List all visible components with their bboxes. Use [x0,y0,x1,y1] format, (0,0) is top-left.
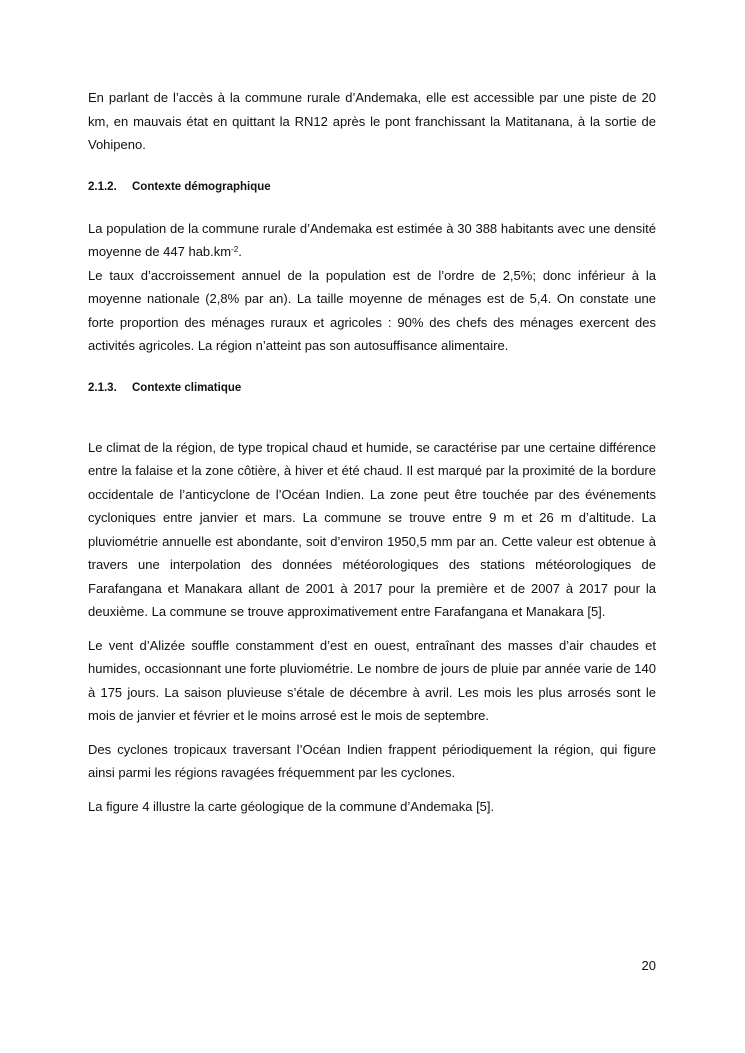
page-number: 20 [641,958,656,973]
paragraph-cyclones: Des cyclones tropicaux traversant l’Océan Indien frappent périodiquement la région, qui figure ainsi parmi les régions ravagées fréquemment par les cyclones. [88,741,656,780]
section-number: 2.1.2. [88,180,117,193]
paragraph-population [88,217,656,264]
section-title: Contexte climatique [132,381,242,394]
paragraph-figure-reference: La figure 4 illustre la carte géologique de la commune d’Andemaka [5]. [88,798,495,814]
paragraph-climate: Le climat de la région, de type tropical chaud et humide, se caractérise par une certaine différence entre la falaise et la zone côtière, à hiver et été chaud. Il est marqué par la proximité de la bordure occidentale de l’anticyclone de l’Océan Indien. La zone peut être touchée par des événements cycloniques entre janvier et mars. La commune se trouve entre 9 m et 26 m d’altitude. La pluviométrie annuelle est abondante, soit d’environ 1950,5 mm par an. Cette valeur est obtenue à travers une interpolation des données météorologiques des stations météorologiques de Farafangana et Manakara allant de 2001 à 2017 pour la première et de 2007 à 2017 pour la deuxième. La commune se trouve approximativement entre Farafangana et Manakara [5]. [88,439,656,619]
paragraph-growth: Le taux d’accroissement annuel de la population est de l’ordre de 2,5%; donc inférieur à la moyenne nationale (2,8% par an). La taille moyenne de ménages est de 5,4. On constate une forte proportion des ménages ruraux et agricoles : 90% des chefs des ménages exercent des activités agricoles. La région n’atteint pas son autosuffisance alimentaire. [88,267,656,353]
section-number: 2.1.3. [88,381,117,394]
paragraph-wind: Le vent d’Alizée souffle constamment d’est en ouest, entraînant des masses d’air chaudes et humides, occasionnant une forte pluviométrie. Le nombre de jours de pluie par année varie de 140 à 175 jours. La saison pluvieuse s’étale de décembre à avril. Les mois les plus arrosés sont le mois de janvier et février et le moins arrosé est le mois de septembre. [88,637,656,723]
page-content [88,86,656,818]
section-heading-climatic [88,380,656,396]
population-text-end: . [238,244,242,259]
section-title: Contexte démographique [132,180,271,193]
population-text: La population de la commune rurale d’Andemaka est estimée à 30 388 habitants avec une densité moyenne de 447 hab.km [88,220,656,259]
exponent: -2 [231,245,239,254]
paragraph-access: En parlant de l’accès à la commune rurale d’Andemaka, elle est accessible par une piste de 20 km, en mauvais état en quittant la RN12 après le pont franchissant la Matitanana, à la sortie de Vohipeno. [88,90,656,152]
section-heading-demographic [88,179,656,195]
